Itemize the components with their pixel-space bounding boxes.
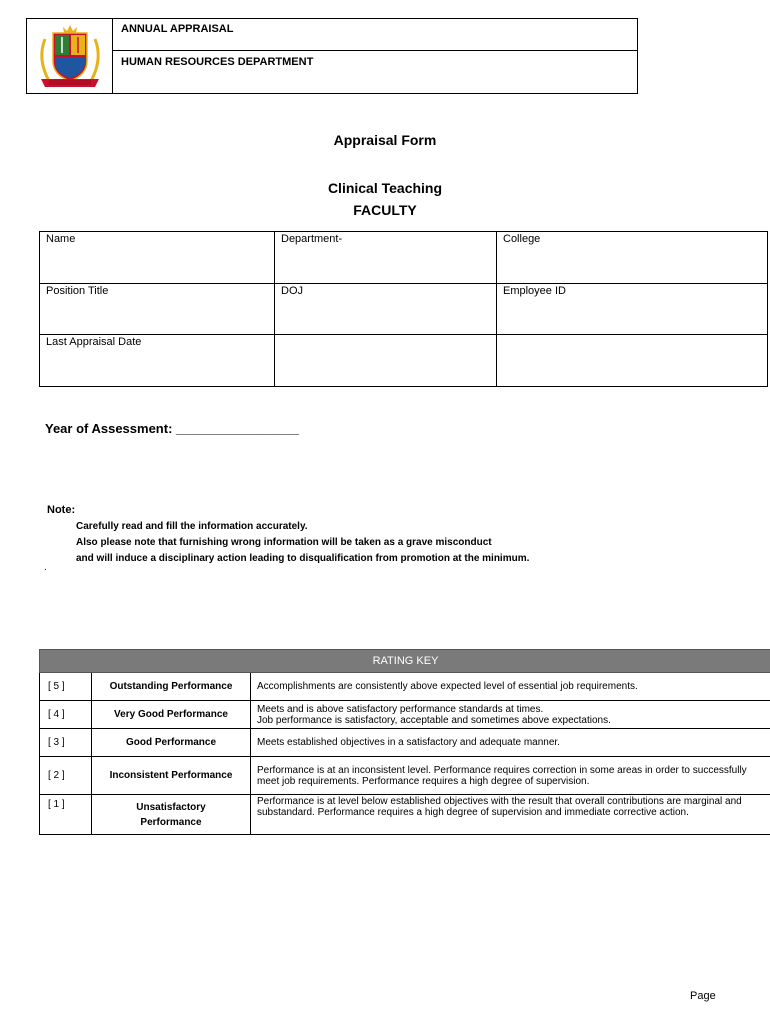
rating-score: [ 4 ] (40, 701, 92, 729)
doj-field[interactable] (275, 283, 497, 335)
document-header (26, 18, 638, 94)
rating-label: Very Good Performance (92, 701, 251, 729)
rating-row (40, 673, 770, 701)
header-row-2 (113, 51, 637, 93)
last-appraisal-date-label: Last Appraisal Date (46, 336, 142, 349)
rating-score: [ 1 ] (40, 795, 92, 835)
note-line-1: Carefully read and fill the information accurately. (76, 521, 308, 532)
college-field[interactable] (497, 232, 768, 284)
note-line-3: and will induce a disciplinary action leading to disqualification from promotion at the minimum. (76, 553, 530, 564)
rating-label: Good Performance (92, 729, 251, 757)
name-field[interactable] (40, 232, 275, 284)
department-label: Department- (281, 233, 343, 245)
rating-row (40, 757, 770, 795)
rating-row (40, 701, 770, 729)
note-title: Note: (47, 504, 76, 516)
rating-label: Inconsistent Performance (92, 757, 251, 795)
rating-row (40, 729, 770, 757)
rating-description: Performance is at an inconsistent level. Performance requires correction in some areas in order to successfully meet job requirements. Performance requires a high degree of supervision. (251, 757, 770, 795)
form-subtitle-faculty: FACULTY (353, 202, 417, 218)
university-crest-logo (27, 19, 113, 93)
logo-cell (27, 19, 113, 93)
header-annual-appraisal: ANNUAL APPRAISAL (121, 23, 234, 35)
rating-key-header: RATING KEY (40, 650, 770, 673)
rating-key-table (39, 649, 770, 835)
name-label: Name (46, 233, 76, 245)
rating-description: Performance is at level below established objectives with the result that overall contributions are marginal and substandard. Performance requires a high degree of supervision and immediate corrective action. (251, 795, 770, 835)
department-field[interactable] (275, 232, 497, 284)
note-line-2: Also please note that furnishing wrong information will be taken as a grave misconduct (76, 537, 492, 548)
rating-description: Meets and is above satisfactory performance standards at times. Job performance is satisfactory, acceptable and sometimes above expectations. (251, 701, 770, 729)
form-title: Appraisal Form (333, 132, 437, 148)
rating-description: Accomplishments are consistently above expected level of essential job requirements. (251, 673, 770, 701)
empty-cell[interactable] (275, 335, 497, 387)
employee-id-label: Employee ID (503, 284, 566, 297)
college-label: College (503, 233, 541, 245)
rating-label: Outstanding Performance (92, 673, 251, 701)
last-appraisal-date-field[interactable] (40, 335, 275, 387)
position-title-label: Position Title (46, 284, 109, 297)
rating-score: [ 3 ] (40, 729, 92, 757)
header-hr-department: HUMAN RESOURCES DEPARTMENT (121, 56, 314, 68)
header-row-1 (113, 19, 637, 51)
rating-score: [ 2 ] (40, 757, 92, 795)
empty-cell[interactable] (497, 335, 768, 387)
rating-label: Unsatisfactory Performance (92, 795, 251, 835)
page-footer-label: Page (690, 990, 716, 1002)
position-title-field[interactable] (40, 283, 275, 335)
rating-row (40, 795, 770, 835)
form-subtitle-clinical: Clinical Teaching (327, 180, 443, 196)
doj-label: DOJ (281, 284, 303, 297)
rating-score: [ 5 ] (40, 673, 92, 701)
stray-bullet: . (44, 562, 47, 573)
employee-info-table (39, 231, 768, 387)
year-of-assessment[interactable]: Year of Assessment: _________________ (45, 421, 299, 436)
rating-description: Meets established objectives in a satisfactory and adequate manner. (251, 729, 770, 757)
employee-id-field[interactable] (497, 283, 768, 335)
